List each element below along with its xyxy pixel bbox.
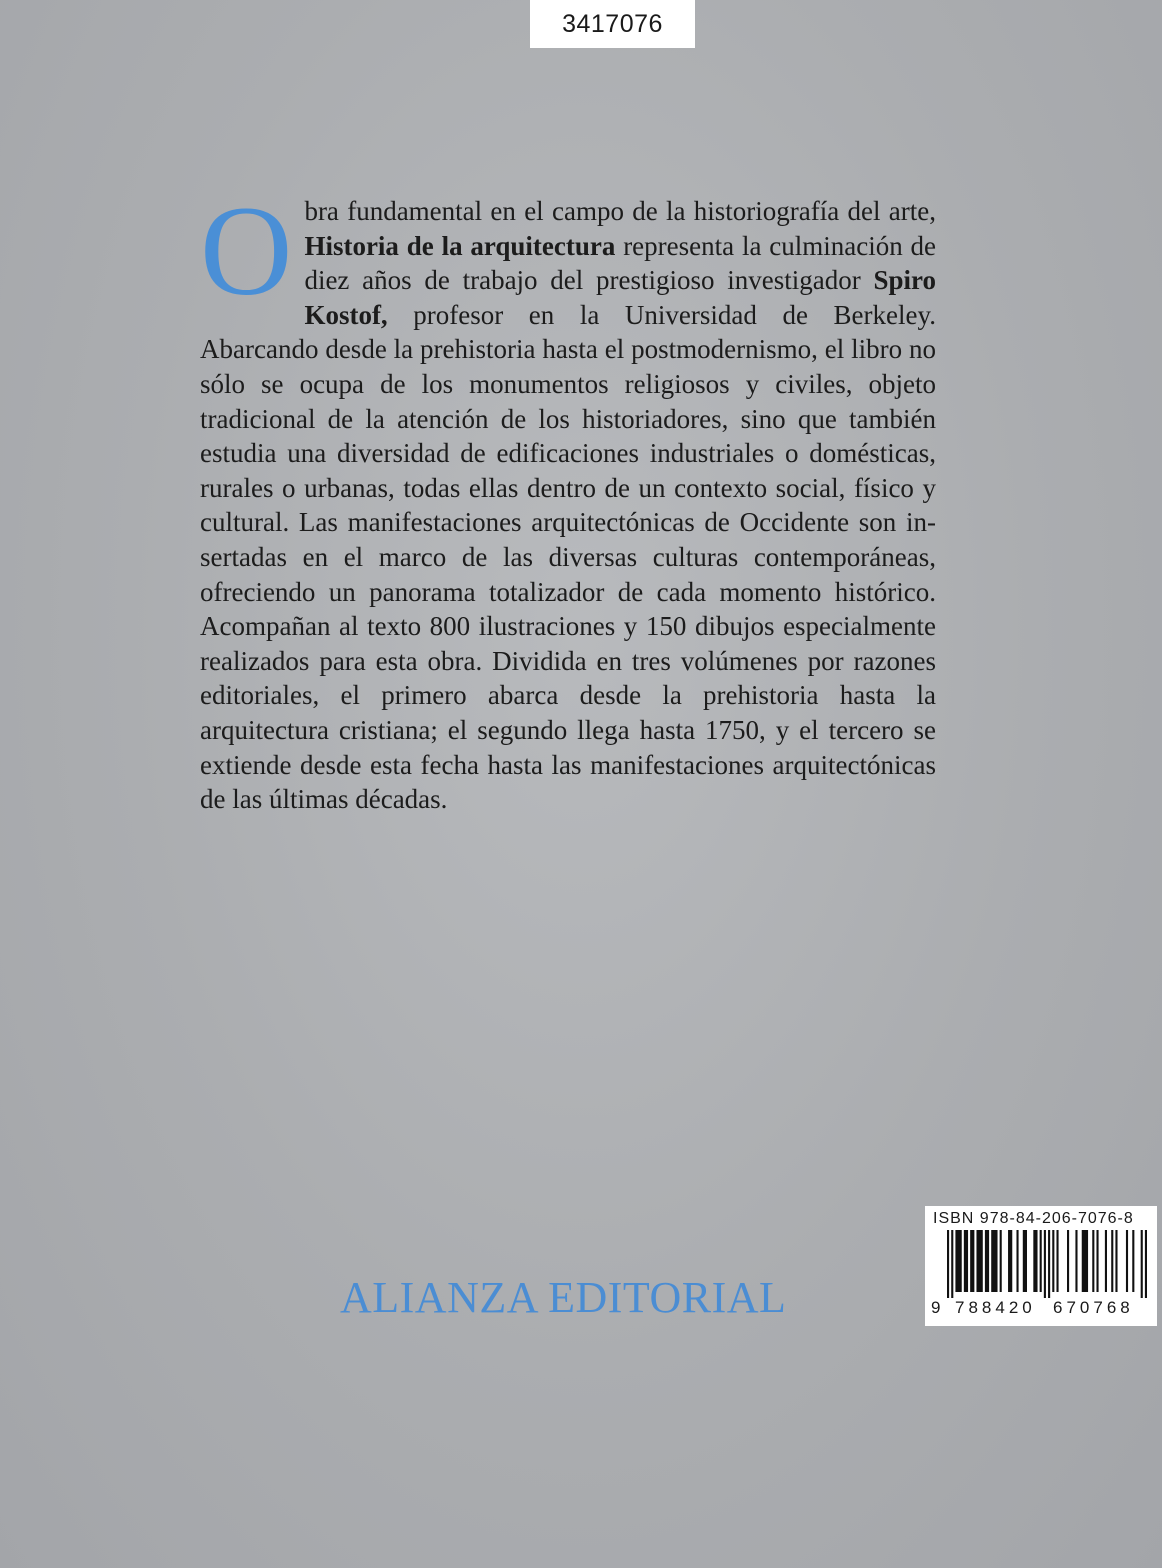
barcode-bar	[985, 1230, 989, 1292]
barcode-bar	[1056, 1230, 1058, 1292]
barcode-bar	[976, 1230, 982, 1292]
barcode-bar	[1016, 1230, 1018, 1292]
barcode-bar	[951, 1230, 953, 1298]
barcode-bar	[1052, 1230, 1054, 1292]
barcode-bar	[947, 1230, 949, 1298]
barcode-bar	[1067, 1230, 1069, 1292]
barcode-bar	[1092, 1230, 1094, 1292]
publisher-name: ALIANZA EDITORIAL	[340, 1273, 787, 1322]
barcode-bar	[955, 1230, 961, 1292]
barcode-bar	[1000, 1230, 1002, 1292]
barcode-bar	[1075, 1230, 1077, 1292]
barcode-bar	[1008, 1230, 1012, 1292]
isbn-label: ISBN 978-84-206-7076-8	[933, 1210, 1134, 1227]
barcode-bar	[1082, 1230, 1088, 1292]
blurb-part-1: bra fundamental en el campo de la historiografía del arte,	[304, 196, 936, 226]
barcode-bar	[1044, 1230, 1046, 1298]
author-name: Spiro Kostof,	[304, 265, 936, 330]
barcode-bar	[964, 1230, 968, 1292]
barcode-bar	[1105, 1230, 1107, 1292]
barcode-bar	[1111, 1230, 1113, 1292]
barcode-bar	[991, 1230, 997, 1292]
barcode-bar	[1040, 1230, 1042, 1292]
barcode-bar	[1132, 1230, 1134, 1292]
blurb-text-block	[200, 180, 937, 894]
book-title: Historia de la arquitectura	[304, 230, 616, 261]
barcode-bar	[970, 1230, 974, 1292]
barcode-digit-first: 9	[931, 1298, 941, 1317]
barcode-bar	[1145, 1230, 1147, 1298]
barcode-bar	[1048, 1230, 1050, 1298]
blurb-part-3: profesor en la Universidad de Berkeley. Abarcando desde la prehistoria hasta el postmodernismo, el libro no sólo se ocupa de los monumentos religiosos y civiles, objeto tradicional de la atención de los historiadores, sino que también estudia una diversidad de edificaciones industriales o domésticas, rurales o urbanas, todas ellas dentro de un contexto social, físico y cultural. Las manifestaciones arquitectónicas de Occidente son insertadas en el marco de las diversas culturas contemporáneas, ofreciendo un panorama totalizador de cada momento histórico. Acompañan al texto 800 ilustraciones y 150 dibujos especialmente realizados para esta obra. Dividida en tres volúmenes por razones editoriales, el primero abarca desde la prehistoria hasta la arquitectura cristiana; el segundo llega hasta 1750, y el tercero se extiende desde esta fecha hasta las manifestaciones arquitectónicas de las últimas décadas.	[200, 299, 936, 815]
barcode-image	[947, 1230, 1147, 1298]
barcode-digits-left: 788420	[955, 1298, 1036, 1317]
catalog-number-label: 3417076	[530, 0, 695, 48]
barcode-bar	[1023, 1230, 1027, 1292]
barcode-bar	[1033, 1230, 1037, 1292]
barcode-digits-right: 670768	[1053, 1298, 1134, 1317]
blurb-paragraph	[200, 180, 937, 817]
drop-cap-letter: O	[200, 180, 293, 322]
isbn-barcode-block	[925, 1206, 1157, 1326]
barcode-bar	[1096, 1230, 1098, 1292]
blurb-part-2: representa la culminación de diez años de trabajo del prestigioso investigador	[304, 230, 937, 296]
barcode-bar	[1126, 1230, 1128, 1292]
barcode-bar	[1141, 1230, 1143, 1298]
barcode-bar	[1115, 1230, 1117, 1292]
